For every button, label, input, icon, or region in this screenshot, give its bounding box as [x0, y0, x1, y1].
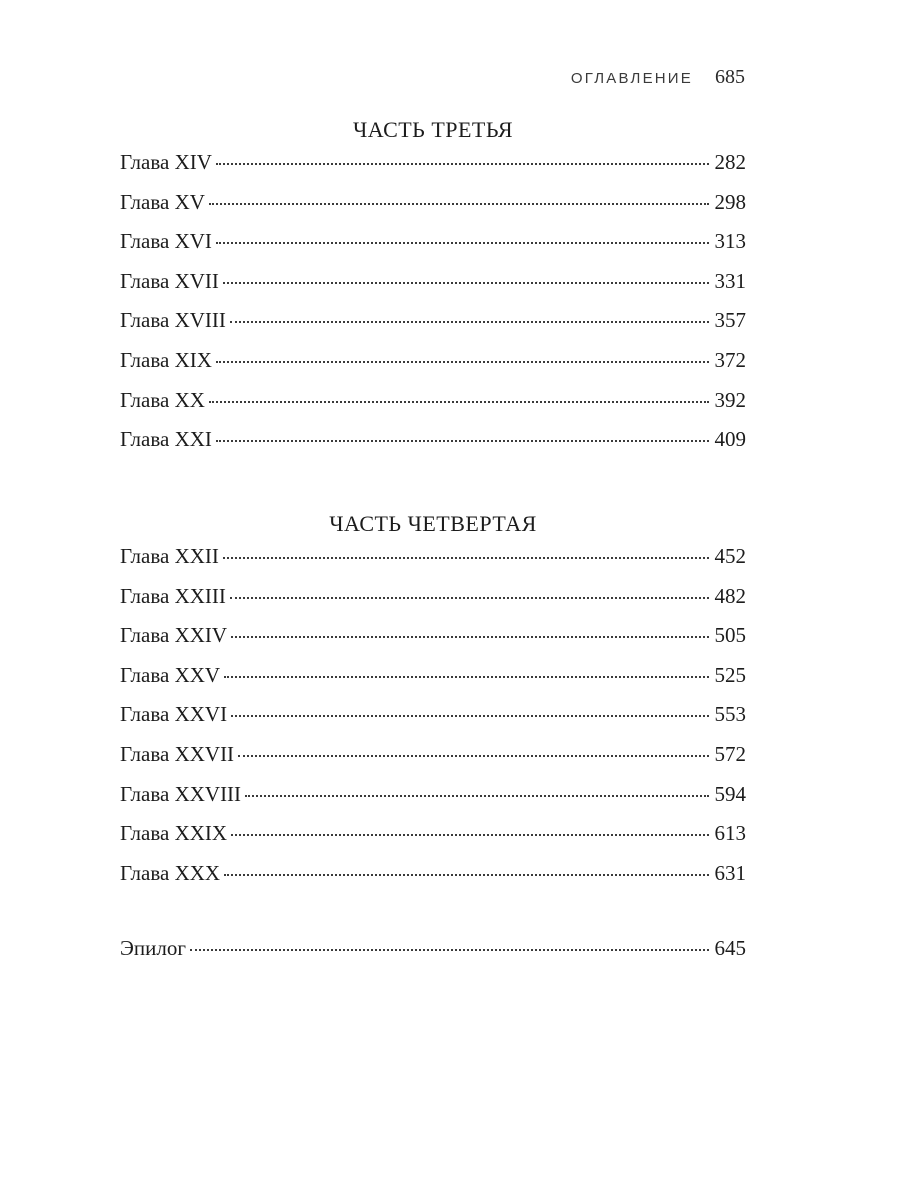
toc-entry[interactable]	[120, 584, 746, 624]
toc-entry-title: Эпилог	[120, 936, 186, 960]
toc-entry[interactable]	[120, 348, 746, 388]
toc-entry-page: 357	[714, 308, 746, 333]
toc-entry-title: Глава XXII	[120, 544, 219, 568]
toc-entry[interactable]	[120, 308, 746, 348]
toc-entry-page: 645	[714, 936, 746, 960]
dot-leader	[216, 361, 709, 363]
dot-leader	[224, 676, 708, 678]
toc-entry-title: Глава XXIII	[120, 583, 226, 608]
toc-entry[interactable]	[120, 427, 746, 467]
toc-entry[interactable]	[120, 388, 746, 428]
dot-leader	[190, 949, 709, 951]
toc-entry-title: Глава XV	[120, 189, 205, 214]
toc-entry-page: 613	[714, 821, 746, 846]
part-four-toc-list	[120, 544, 746, 900]
toc-entry-page: 452	[714, 544, 746, 568]
toc-entry-title: Глава XVI	[120, 229, 212, 254]
dot-leader	[231, 715, 708, 717]
toc-entry[interactable]	[120, 821, 746, 861]
toc-entry[interactable]	[120, 861, 746, 901]
part-three-section	[120, 110, 746, 467]
dot-leader	[209, 203, 709, 205]
toc-entry-page: 505	[714, 623, 746, 648]
toc-entry[interactable]	[120, 229, 746, 269]
toc-entry-title: Глава XXVI	[120, 702, 228, 727]
toc-entry-page: 331	[714, 268, 746, 293]
toc-entry-page: 594	[714, 781, 746, 806]
toc-entry[interactable]	[120, 702, 746, 742]
toc-entry-page: 409	[714, 427, 746, 452]
epilogue-section	[120, 936, 746, 976]
toc-entry-page: 392	[714, 387, 746, 412]
toc-entry-page: 482	[714, 583, 746, 608]
part-four-section	[120, 504, 746, 900]
toc-entry-title: Глава XIV	[120, 150, 212, 174]
part-four-heading: ЧАСТЬ ЧЕТВЕРТАЯ	[329, 511, 537, 536]
running-head	[571, 66, 745, 89]
toc-entry[interactable]	[120, 623, 746, 663]
toc-entry-title: Глава XXVII	[120, 741, 235, 766]
toc-entry[interactable]	[120, 269, 746, 309]
toc-entry-title: Глава XVII	[120, 268, 219, 293]
dot-leader	[231, 636, 708, 638]
toc-entry-title: Глава XX	[120, 387, 205, 412]
toc-entry[interactable]	[120, 663, 746, 703]
toc-entry-title: Глава XXX	[120, 860, 221, 885]
toc-entry-page: 631	[714, 860, 746, 885]
dot-leader	[223, 282, 709, 284]
dot-leader	[230, 597, 709, 599]
dot-leader	[216, 440, 709, 442]
dot-leader	[238, 755, 708, 757]
toc-entry[interactable]	[120, 544, 746, 584]
dot-leader	[209, 401, 709, 403]
toc-entry-title: Глава XXIX	[120, 821, 228, 846]
toc-entry-page: 553	[714, 702, 746, 727]
toc-entry-epilogue[interactable]	[120, 936, 746, 976]
toc-entry-title: Глава XXVIII	[120, 781, 242, 806]
toc-entry-page: 525	[714, 662, 746, 687]
dot-leader	[216, 163, 709, 165]
dot-leader	[224, 874, 708, 876]
toc-entry-title: Глава XVIII	[120, 308, 226, 333]
toc-entry-page: 572	[714, 741, 746, 766]
dot-leader	[231, 834, 708, 836]
toc-entry[interactable]	[120, 742, 746, 782]
part-three-heading: ЧАСТЬ ТРЕТЬЯ	[352, 117, 514, 142]
epilogue-toc-list	[120, 936, 746, 976]
dot-leader	[216, 242, 709, 244]
toc-entry-title: Глава XXI	[120, 427, 212, 452]
toc-entry[interactable]	[120, 150, 746, 190]
running-title: ОГЛАВЛЕНИЕ	[570, 70, 693, 87]
dot-leader	[245, 795, 708, 797]
part-three-toc-list	[120, 150, 746, 467]
toc-entry-page: 282	[714, 150, 746, 174]
toc-entry[interactable]	[120, 782, 746, 822]
toc-entry-title: Глава XXIV	[120, 623, 228, 648]
page-number: 685	[715, 66, 745, 88]
toc-entry-page: 372	[714, 347, 746, 372]
toc-entry-page: 298	[714, 189, 746, 214]
dot-leader	[223, 557, 709, 559]
toc-entry-page: 313	[714, 229, 746, 254]
toc-entry-title: Глава XIX	[120, 347, 212, 372]
dot-leader	[230, 321, 709, 323]
toc-entry-title: Глава XXV	[120, 662, 221, 687]
toc-entry[interactable]	[120, 190, 746, 230]
